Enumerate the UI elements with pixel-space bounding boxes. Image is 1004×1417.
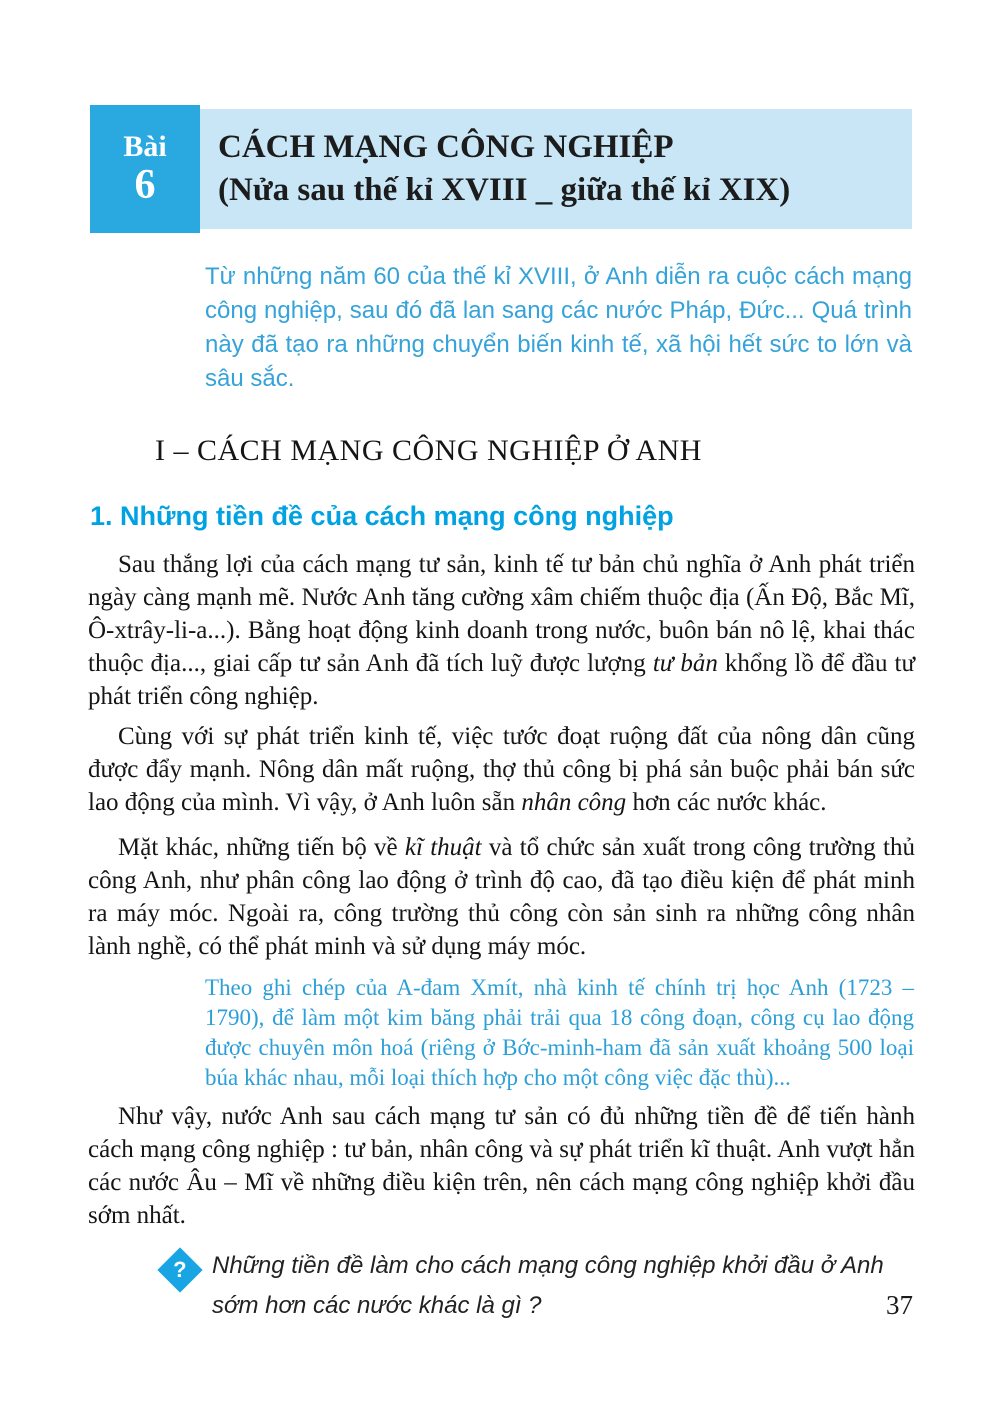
lesson-title-line1: CÁCH MẠNG CÔNG NGHIỆP	[218, 129, 674, 165]
paragraph-3	[88, 831, 915, 963]
question-block	[158, 1246, 912, 1326]
italic-term-ki-thuat: kĩ thuật	[404, 834, 482, 861]
paragraph-2-text-b: hơn các nước khác.	[626, 789, 827, 816]
section-heading: I – CÁCH MẠNG CÔNG NGHIỆP Ở ANH	[155, 434, 702, 467]
page-number: 37	[886, 1290, 913, 1320]
question-diamond-icon	[157, 1247, 202, 1292]
paragraph-1	[88, 548, 915, 713]
italic-term-nhan-cong: nhân công	[521, 789, 627, 816]
paragraph-3-text-b: và tổ chức sản xuất trong công trường thủ công Anh, như phân công lao động ở trình độ cao, đã tạo điều kiện để phát minh ra máy móc. Ngoài ra, công trường thủ công còn sản sinh ra những công nhân lành nghề, có thể phát minh và sử dụng máy móc.	[88, 834, 915, 960]
italic-term-tu-ban: tư bản	[652, 650, 718, 677]
question-text: Những tiền đề làm cho cách mạng công nghiệp khởi đầu ở Anh sớm hơn các nước khác là gì ?	[212, 1252, 884, 1319]
subsection-heading: 1. Những tiền đề của cách mạng công nghiệp	[90, 501, 674, 531]
paragraph-2	[88, 720, 915, 819]
question-mark-glyph: ?	[173, 1256, 187, 1282]
paragraph-4: Như vậy, nước Anh sau cách mạng tư sản có đủ những tiền đề để tiến hành cách mạng công nghiệp : tư bản, nhân công và sự phát triển kĩ thuật. Anh vượt hẳn các nước Âu – Mĩ về những điều kiện trên, nên cách mạng công nghiệp khởi đầu sớm nhất.	[88, 1103, 915, 1229]
lesson-header	[90, 105, 912, 233]
reading-note: Theo ghi chép của A-đam Xmít, nhà kinh tế chính trị học Anh (1723 – 1790), để làm một kim băng phải trải qua 18 công đoạn, công cụ lao động được chuyên môn hoá (riêng ở Bớc-minh-ham đã sản xuất khoảng 500 loại búa khác nhau, mỗi loại thích hợp cho một công việc đặc thù)...	[205, 975, 914, 1090]
lesson-title-banner	[200, 109, 912, 229]
paragraph-1-text-a: Sau thắng lợi của cách mạng tư sản, kinh tế tư bản chủ nghĩa ở Anh phát triển ngày càng mạnh mẽ. Nước Anh tăng cường xâm chiếm thuộc địa (Ấn Độ, Bắc Mĩ, Ô-xtrây-li-a...). Bằng hoạt động kinh doanh trong nước, buôn bán nô lệ, khai thác thuộc địa..., giai cấp tư sản Anh đã tích luỹ được lượng	[88, 551, 915, 677]
lesson-label: Bài	[123, 130, 167, 164]
lesson-number: 6	[134, 161, 156, 208]
paragraph-3-text-a: Mặt khác, những tiến bộ về	[118, 834, 405, 861]
lesson-number-box	[90, 105, 200, 233]
paragraph-1-text-b: khổng lồ để đầu tư phát triển công nghiệp.	[88, 650, 915, 710]
lesson-title-line2: (Nửa sau thế kỉ XVIII _ giữa thế kỉ XIX)	[218, 172, 791, 208]
paragraph-2-text-a: Cùng với sự phát triển kinh tế, việc tước đoạt ruộng đất của nông dân cũng được đẩy mạnh. Nông dân mất ruộng, thợ thủ công bị phá sản buộc phải bán sức lao động của mình. Vì vậy, ở Anh luôn sẵn	[88, 723, 915, 816]
chapter-intro: Từ những năm 60 của thế kỉ XVIII, ở Anh diễn ra cuộc cách mạng công nghiệp, sau đó đã lan sang các nước Pháp, Đức... Quá trình này đã tạo ra những chuyển biến kinh tế, xã hội hết sức to lớn và sâu sắc.	[205, 263, 912, 392]
